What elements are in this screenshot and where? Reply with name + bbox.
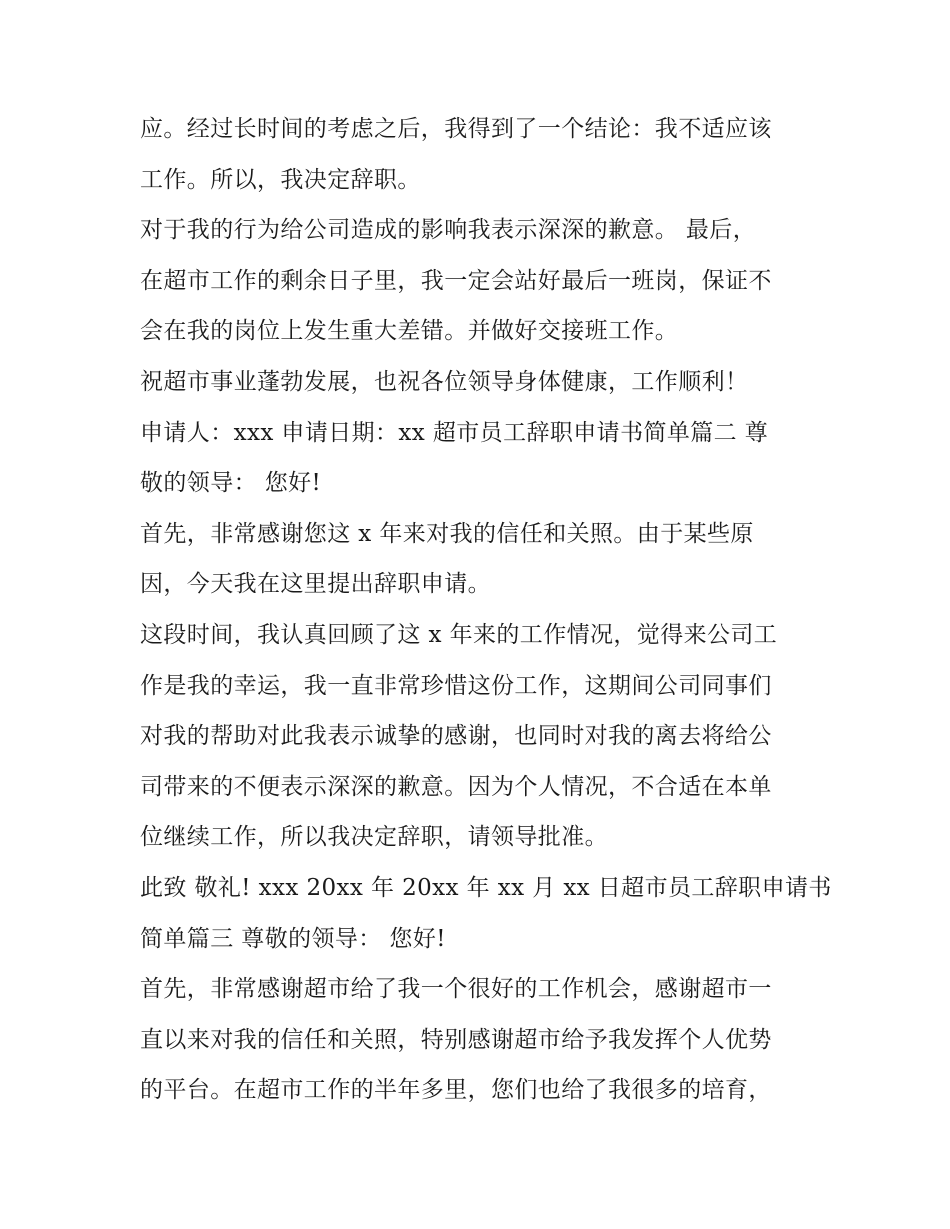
text-line: 敬的领导： 您好!	[140, 470, 322, 497]
text-line: 应。经过长时间的考虑之后，我得到了一个结论：我不适应该	[140, 116, 772, 142]
text-line: 作是我的幸运，我一直非常珍惜这份工作，这期间公司同事们	[140, 672, 772, 699]
text-line: 这段时间，我认真回顾了这 x 年来的工作情况，觉得来公司工	[140, 621, 778, 648]
text-line: 申请人：xxx 申请日期：xx 超市员工辞职申请书简单篇二 尊	[140, 419, 769, 446]
text-line: 因，今天我在这里提出辞职申请。	[140, 571, 491, 598]
text-line: 司带来的不便表示深深的歉意。因为个人情况，不合适在本单	[140, 773, 772, 800]
text-line: 在超市工作的剩余日子里，我一定会站好最后一班岗，保证不	[140, 267, 772, 294]
text-line: 工作。所以，我决定辞职。	[140, 166, 421, 193]
text-line: 直以来对我的信任和关照，特别感谢超市给予我发挥个人优势	[140, 1026, 772, 1053]
text-line: 首先，非常感谢超市给了我一个很好的工作机会，感谢超市一	[140, 976, 772, 1003]
text-line: 对我的帮助对此我表示诚挚的感谢，也同时对我的离去将给公	[140, 723, 772, 750]
text-line: 首先，非常感谢您这 x 年来对我的信任和关照。由于某些原	[140, 520, 754, 547]
document-body	[140, 104, 832, 1116]
text-line: 简单篇三 尊敬的领导： 您好!	[140, 925, 446, 952]
text-line: 对于我的行为给公司造成的影响我表示深深的歉意。 最后，	[140, 217, 757, 244]
text-line: 此致 敬礼! xxx 20xx 年 20xx 年 xx 月 xx 日超市员工辞职申请书	[140, 874, 832, 901]
text-line: 祝超市事业蓬勃发展，也祝各位领导身体健康，工作顺利！	[140, 368, 749, 395]
text-line: 会在我的岗位上发生重大差错。并做好交接班工作。	[140, 318, 679, 345]
text-line: 的平台。在超市工作的半年多里，您们也给了我很多的培育，	[140, 1077, 772, 1104]
text-line: 位继续工作，所以我决定辞职，请领导批准。	[140, 824, 608, 851]
